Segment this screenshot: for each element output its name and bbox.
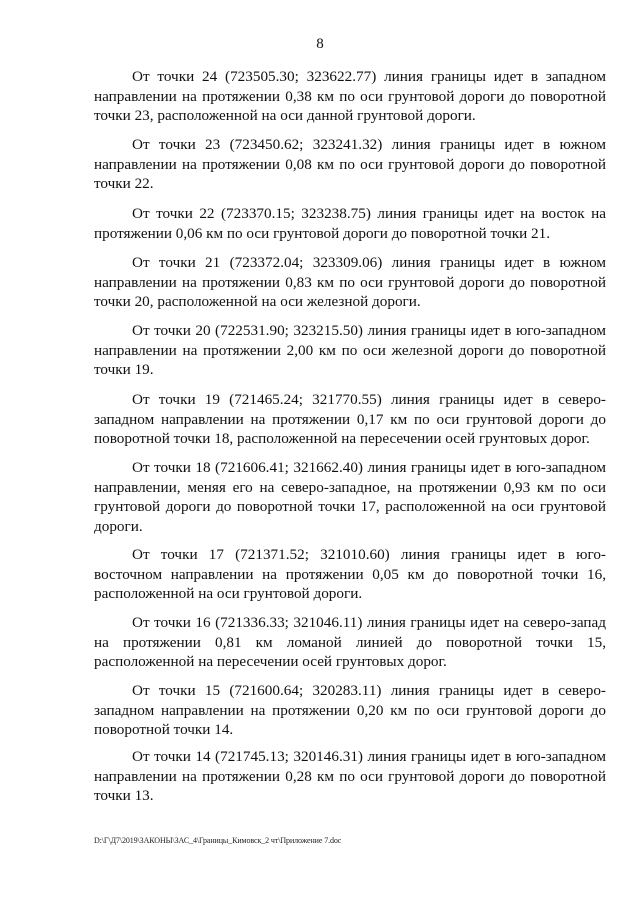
paragraph-point-19: От точки 19 (721465.24; 321770.55) линия границы идет в северо-западном направлении на протяжении 0,17 км по оси грунтовой дороги до поворотной точки 18, расположенной на пересечении осей грунтовых дорог. bbox=[94, 391, 606, 447]
paragraph-point-16: От точки 16 (721336.33; 321046.11) линия границы идет на северо-запад на протяжении 0,81 км ломаной линией до поворотной точки 15, расположенной на пересечении осей грунтовых дорог. bbox=[94, 614, 606, 670]
paragraph-point-20: От точки 20 (722531.90; 323215.50) линия границы идет в юго-западном направлении на протяжении 2,00 км по оси железной дороги до поворотной точки 19. bbox=[94, 322, 606, 378]
page-number: 8 bbox=[316, 36, 324, 52]
paragraph-point-18: От точки 18 (721606.41; 321662.40) линия границы идет в юго-западном направлении, меняя его на северо-западное, на протяжении 0,93 км по оси грунтовой дороги до поворотной точки 17, расположенной на оси грунтовой дороги. bbox=[94, 459, 606, 535]
paragraph-point-23: От точки 23 (723450.62; 323241.32) линия границы идет в южном направлении на протяжении 0,08 км по оси грунтовой дороги до поворотной точки 22. bbox=[94, 136, 606, 192]
paragraph-point-15: От точки 15 (721600.64; 320283.11) линия границы идет в северо-западном направлении на протяжении 0,20 км по оси грунтовой дороги до поворотной точки 14. bbox=[94, 682, 606, 738]
paragraph-point-22: От точки 22 (723370.15; 323238.75) линия границы идет на восток на протяжении 0,06 км по оси грунтовой дороги до поворотной точки 21. bbox=[94, 205, 606, 242]
paragraph-point-17: От точки 17 (721371.52; 321010.60) линия границы идет в юго-восточном направлении на протяжении 0,05 км до поворотной точки 16, расположенной на оси грунтовой дороги. bbox=[94, 546, 606, 602]
paragraph-point-14: От точки 14 (721745.13; 320146.31) линия границы идет в юго-западном направлении на протяжении 0,28 км по оси грунтовой дороги до поворотной точки 13. bbox=[94, 748, 606, 804]
paragraph-point-21: От точки 21 (723372.04; 323309.06) линия границы идет в южном направлении на протяжении 0,83 км по оси грунтовой дороги до поворотной точки 20, расположенной на оси железной дороги. bbox=[94, 254, 606, 310]
paragraph-point-24: От точки 24 (723505.30; 323622.77) линия границы идет в западном направлении на протяжении 0,38 км по оси грунтовой дороги до поворотной точки 23, расположенной на оси данной грунтовой дороги. bbox=[94, 68, 606, 124]
file-path-footer: D:\Г\Д7\2019\ЗАКОНЫ\ЗАС_4\Границы_Кимовск_2 чт\Приложение 7.doc bbox=[94, 836, 342, 845]
